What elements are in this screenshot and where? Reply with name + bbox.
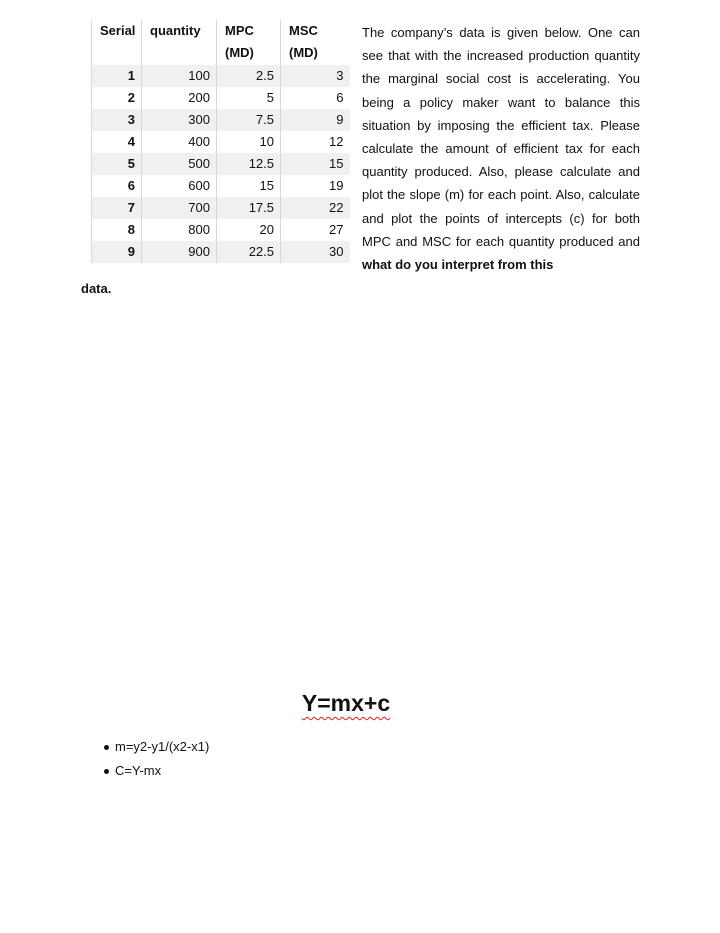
- cell-mpc: 12.5: [217, 153, 281, 175]
- cell-quantity: 600: [142, 175, 217, 197]
- paragraph-text: The company’s data is given below. One can see that with the increased production quantity the marginal social cost is accelerating. You being a policy maker want to balance this situation by imposing the efficient tax. Please calculate the amount of efficient tax for each quantity produced. Also, please calculate and plot the slope (m) for each point. Also, calculate and plot the points of intercepts (c) for both MPC and MSC for each quantity produced and: [362, 25, 640, 249]
- cell-serial: 5: [92, 153, 142, 175]
- table-row: [92, 241, 350, 263]
- data-table: [91, 20, 350, 263]
- table-row: [92, 197, 350, 219]
- cell-serial: 4: [92, 131, 142, 153]
- cell-mpc: 7.5: [217, 109, 281, 131]
- cell-msc: 9: [281, 109, 350, 131]
- table-row: [92, 175, 350, 197]
- cell-mpc: 2.5: [217, 65, 281, 87]
- cell-quantity: 100: [142, 65, 217, 87]
- cell-serial: 9: [92, 241, 142, 263]
- header-quantity: quantity: [142, 20, 217, 65]
- table-row: [92, 153, 350, 175]
- formula-intercept: C=Y-mx: [115, 763, 162, 778]
- cell-quantity: 500: [142, 153, 217, 175]
- cell-serial: 2: [92, 87, 142, 109]
- cell-serial: 6: [92, 175, 142, 197]
- table-body: [92, 65, 350, 263]
- list-item: [104, 759, 209, 783]
- equation-heading: [0, 688, 692, 718]
- cell-serial: 7: [92, 197, 142, 219]
- table-header-row: [92, 20, 350, 65]
- cell-msc: 27: [281, 219, 350, 241]
- cell-mpc: 22.5: [217, 241, 281, 263]
- cell-quantity: 200: [142, 87, 217, 109]
- cell-msc: 6: [281, 87, 350, 109]
- header-msc: MSC (MD): [281, 20, 350, 65]
- cell-msc: 22: [281, 197, 350, 219]
- cell-quantity: 700: [142, 197, 217, 219]
- cell-msc: 12: [281, 131, 350, 153]
- cell-mpc: 17.5: [217, 197, 281, 219]
- cell-msc: 3: [281, 65, 350, 87]
- header-mpc: MPC (MD): [217, 20, 281, 65]
- cell-serial: 1: [92, 65, 142, 87]
- cell-quantity: 800: [142, 219, 217, 241]
- formula-slope: m=y2-y1/(x2-x1): [115, 739, 210, 754]
- cell-serial: 3: [92, 109, 142, 131]
- cell-msc: 15: [281, 153, 350, 175]
- cell-mpc: 20: [217, 219, 281, 241]
- equation-text: Y=mx+c: [301, 690, 391, 716]
- cell-mpc: 10: [217, 131, 281, 153]
- cell-quantity: 400: [142, 131, 217, 153]
- cell-serial: 8: [92, 219, 142, 241]
- cell-msc: 19: [281, 175, 350, 197]
- paragraph-tail: data.: [81, 281, 112, 296]
- cell-msc: 30: [281, 241, 350, 263]
- header-serial: Serial: [92, 20, 142, 65]
- table-row: [92, 131, 350, 153]
- list-item: [104, 735, 209, 759]
- table-row: [92, 109, 350, 131]
- cell-quantity: 300: [142, 109, 217, 131]
- cell-mpc: 15: [217, 175, 281, 197]
- bullet-icon: [104, 745, 109, 750]
- cell-quantity: 900: [142, 241, 217, 263]
- cell-mpc: 5: [217, 87, 281, 109]
- table-row: [92, 219, 350, 241]
- paragraph-bold: what do you interpret from this: [362, 257, 554, 273]
- table-row: [92, 65, 350, 87]
- formula-list: [104, 735, 209, 783]
- table-row: [92, 87, 350, 109]
- instruction-paragraph: [362, 21, 640, 276]
- bullet-icon: [104, 769, 109, 774]
